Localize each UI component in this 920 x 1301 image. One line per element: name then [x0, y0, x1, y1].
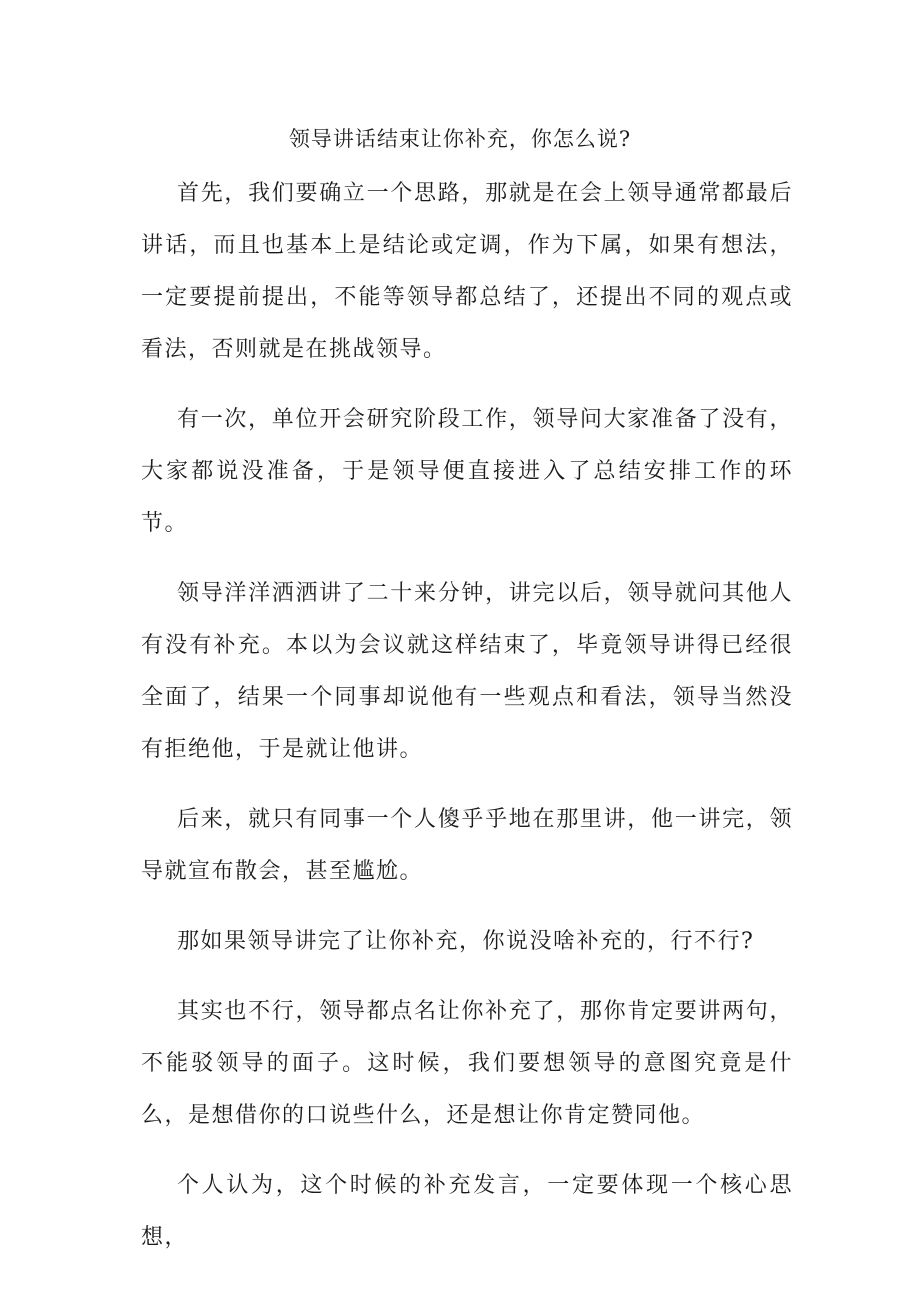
paragraph-5: 那如果领导讲完了让你补充，你说没啥补充的，行不行? [177, 929, 755, 954]
document-title: 领导讲话结束让你补充，你怎么说? [288, 127, 632, 151]
document-body [141, 168, 793, 1282]
paragraph-3: 领导洋洋洒洒讲了二十来分钟，讲完以后，领导就问其他人有没有补充。本以为会议就这样结束了，毕竟领导讲得已经很全面了，结果一个同事却说他有一些观点和看法，领导当然没有拒绝他，于是就让他讲。 [141, 581, 793, 762]
paragraph-6: 其实也不行，领导都点名让你补充了，那你肯定要讲两句，不能驳领导的面子。这时候，我们要想领导的意图究竟是什么，是想借你的口说些什么，还是想让你肯定赞同他。 [141, 999, 793, 1128]
paragraph-2: 有一次，单位开会研究阶段工作，领导问大家准备了没有，大家都说没准备，于是领导便直接进入了总结安排工作的环节。 [141, 407, 793, 536]
paragraph-4: 后来，就只有同事一个人傻乎乎地在那里讲，他一讲完，领导就宣布散会，甚至尴尬。 [141, 807, 793, 884]
paragraph-1: 首先，我们要确立一个思路，那就是在会上领导通常都最后讲话，而且也基本上是结论或定调，作为下属，如果有想法，一定要提前提出，不能等领导都总结了，还提出不同的观点或看法，否则就是在挑战领导。 [141, 181, 793, 362]
paragraph-7: 个人认为，这个时候的补充发言，一定要体现一个核心思想， [141, 1173, 793, 1250]
